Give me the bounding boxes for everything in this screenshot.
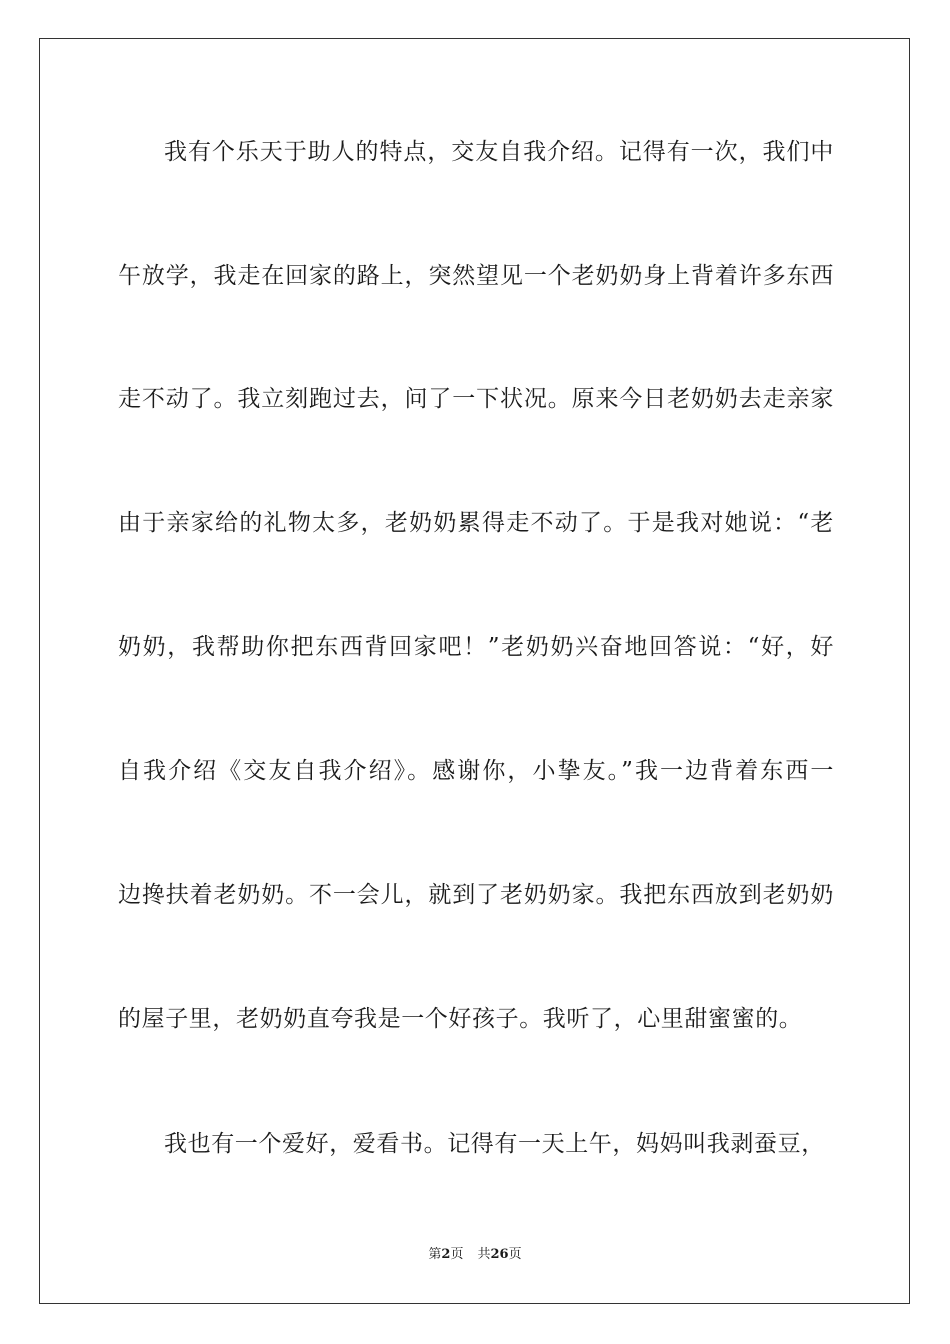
paragraph-line-3: 走不动了。我立刻跑过去，问了一下状况。原来今日老奶奶去走亲家 bbox=[118, 386, 834, 412]
current-page-number: 2 bbox=[441, 1247, 451, 1262]
paragraph-line-6: 自我介绍《交友自我介绍》。感谢你，小挚友。”我一边背着东西一 bbox=[118, 758, 834, 784]
paragraph-line-7: 边搀扶着老奶奶。不一会儿，就到了老奶奶家。我把东西放到老奶奶 bbox=[118, 882, 834, 908]
total-label-prefix: 共 bbox=[477, 1247, 491, 1262]
page-footer bbox=[0, 1246, 950, 1264]
page-border bbox=[39, 38, 910, 1304]
paragraph-line-9: 我也有一个爱好，爱看书。记得有一天上午，妈妈叫我剥蚕豆， bbox=[164, 1131, 825, 1157]
paragraph-line-1: 我有个乐天于助人的特点，交友自我介绍。记得有一次，我们中 bbox=[164, 139, 834, 165]
total-label-suffix: 页 bbox=[508, 1247, 522, 1262]
page-label-suffix: 页 bbox=[450, 1247, 464, 1262]
paragraph-line-2: 午放学，我走在回家的路上，突然望见一个老奶奶身上背着许多东西 bbox=[118, 263, 834, 289]
paragraph-line-4: 由于亲家给的礼物太多，老奶奶累得走不动了。于是我对她说：“老 bbox=[118, 510, 834, 536]
total-pages-number: 26 bbox=[490, 1247, 509, 1262]
paragraph-line-8: 的屋子里，老奶奶直夸我是一个好孩子。我听了，心里甜蜜蜜的。 bbox=[118, 1006, 803, 1032]
paragraph-line-5: 奶奶，我帮助你把东西背回家吧！”老奶奶兴奋地回答说：“好，好 bbox=[118, 634, 834, 660]
page-label-prefix: 第 bbox=[428, 1247, 442, 1262]
